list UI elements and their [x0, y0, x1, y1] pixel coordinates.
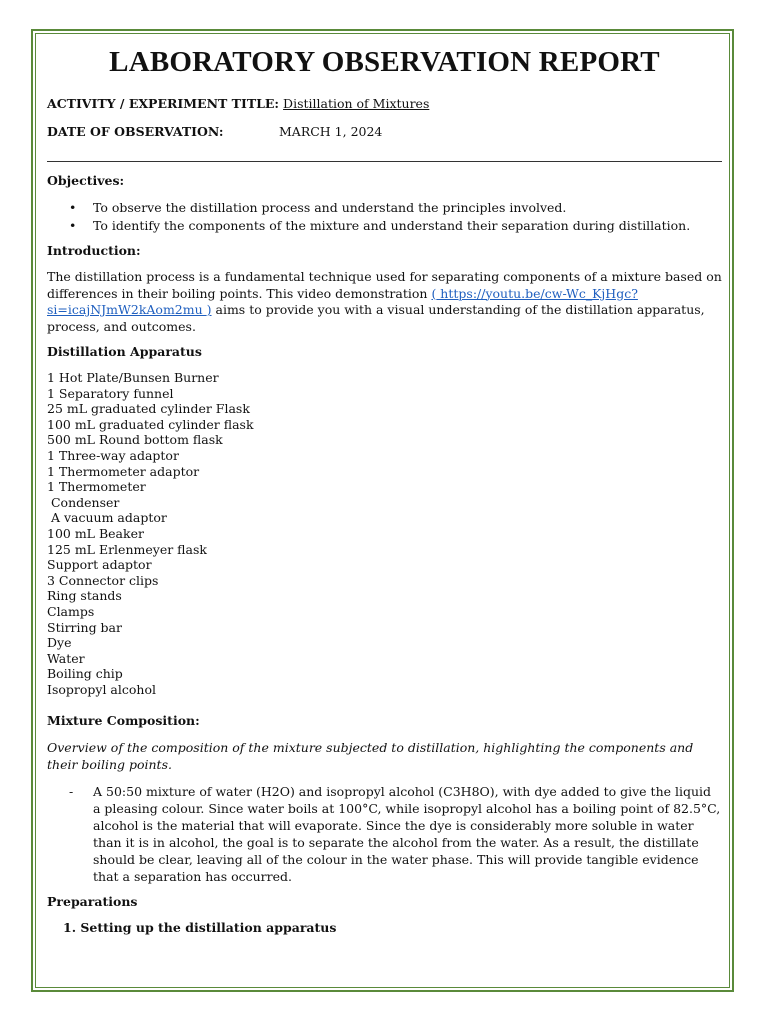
objective-item — [47, 217, 722, 235]
apparatus-item: 1 Thermometer — [47, 479, 146, 495]
activity-label: ACTIVITY / EXPERIMENT TITLE: — [47, 96, 280, 111]
date-label: DATE OF OBSERVATION: — [47, 124, 224, 139]
apparatus-item: 1 Thermometer adaptor — [47, 463, 200, 479]
apparatus-item: 125 mL Erlenmeyer flask — [47, 541, 207, 557]
video-link-open: ( — [431, 285, 437, 301]
activity-value: Distillation of Mixtures — [283, 96, 430, 111]
video-link[interactable]: https://youtu.be/cw-Wc_KjHgc?si=icajNJmW2kAom2mu — [47, 285, 638, 317]
video-link-close: ) — [206, 302, 212, 317]
apparatus-item: Condenser — [47, 494, 120, 510]
header-divider — [47, 161, 722, 162]
apparatus-heading: Distillation Apparatus — [47, 344, 202, 359]
apparatus-item: 1 Three-way adaptor — [47, 447, 179, 463]
objective-text: To observe the distillation process and understand the principles involved. — [93, 200, 567, 215]
introduction-text: The distillation process is a fundamental technique used for separating components of a mixture based on differences in their boiling points. This video demonstration — [47, 269, 722, 301]
apparatus-item: 1 Hot Plate/Bunsen Burner — [47, 370, 219, 385]
apparatus-item: 100 mL graduated cylinder flask — [47, 416, 254, 432]
apparatus-item: Boiling chip — [47, 666, 123, 682]
date-row — [47, 124, 722, 140]
apparatus-item: 500 mL Round bottom flask — [47, 432, 223, 448]
apparatus-item: Water — [47, 650, 85, 666]
introduction-heading: Introduction: — [47, 243, 141, 258]
objective-item — [47, 199, 722, 217]
objectives-heading: Objectives: — [47, 173, 125, 188]
mixture-heading: Mixture Composition: — [47, 713, 200, 729]
report-content — [47, 40, 722, 936]
date-value: MARCH 1, 2024 — [279, 124, 383, 139]
dash-marker: - — [69, 784, 74, 800]
objective-text: To identify the components of the mixture and understand their separation during distillation. — [93, 217, 691, 233]
apparatus-item: Isopropyl alcohol — [47, 681, 156, 697]
mixture-detail-item — [47, 783, 722, 885]
apparatus-item: Clamps — [47, 603, 95, 619]
apparatus-item: Support adaptor — [47, 557, 152, 573]
apparatus-item: 1 Separatory funnel — [47, 385, 174, 401]
apparatus-item: Stirring bar — [47, 619, 122, 635]
preparations-heading: Preparations — [47, 894, 138, 910]
apparatus-item: 3 Connector clips — [47, 572, 159, 588]
apparatus-list — [47, 370, 722, 697]
apparatus-item: Ring stands — [47, 588, 122, 604]
apparatus-item: Dye — [47, 635, 72, 651]
mixture-detail-text: A 50:50 mixture of water (H2O) and isopropyl alcohol (C3H8O), with dye added to give the liquid a pleasing colour. Since water boils at 100°C, while isopropyl alcohol has a boiling point of 82.5°C, alcohol is the material that will evaporate. Since the dye is considerably more soluble in water than it is in alcohol, the goal is to separate the alcohol from the water. As a result, the distillate should be clear, leaving all of the colour in the water phase. This will provide tangible evidence that a separation has occurred. — [93, 784, 721, 885]
bullet-icon: • — [69, 200, 77, 215]
introduction-text-after: aims to provide you with a visual understanding of the distillation apparatus, process, and outcomes. — [47, 302, 705, 334]
apparatus-item: A vacuum adaptor — [47, 510, 167, 526]
mixture-overview: Overview of the composition of the mixture subjected to distillation, highlighting the components and their boiling points. — [47, 740, 694, 773]
apparatus-item: 100 mL Beaker — [47, 525, 144, 541]
objectives-list — [47, 199, 722, 234]
bullet-icon: • — [69, 217, 77, 233]
introduction-paragraph — [47, 269, 722, 335]
apparatus-item: 25 mL graduated cylinder Flask — [47, 401, 250, 417]
report-title: LABORATORY OBSERVATION REPORT — [109, 46, 660, 78]
preparation-step-1: 1. Setting up the distillation apparatus — [63, 920, 337, 936]
activity-row — [47, 96, 722, 112]
